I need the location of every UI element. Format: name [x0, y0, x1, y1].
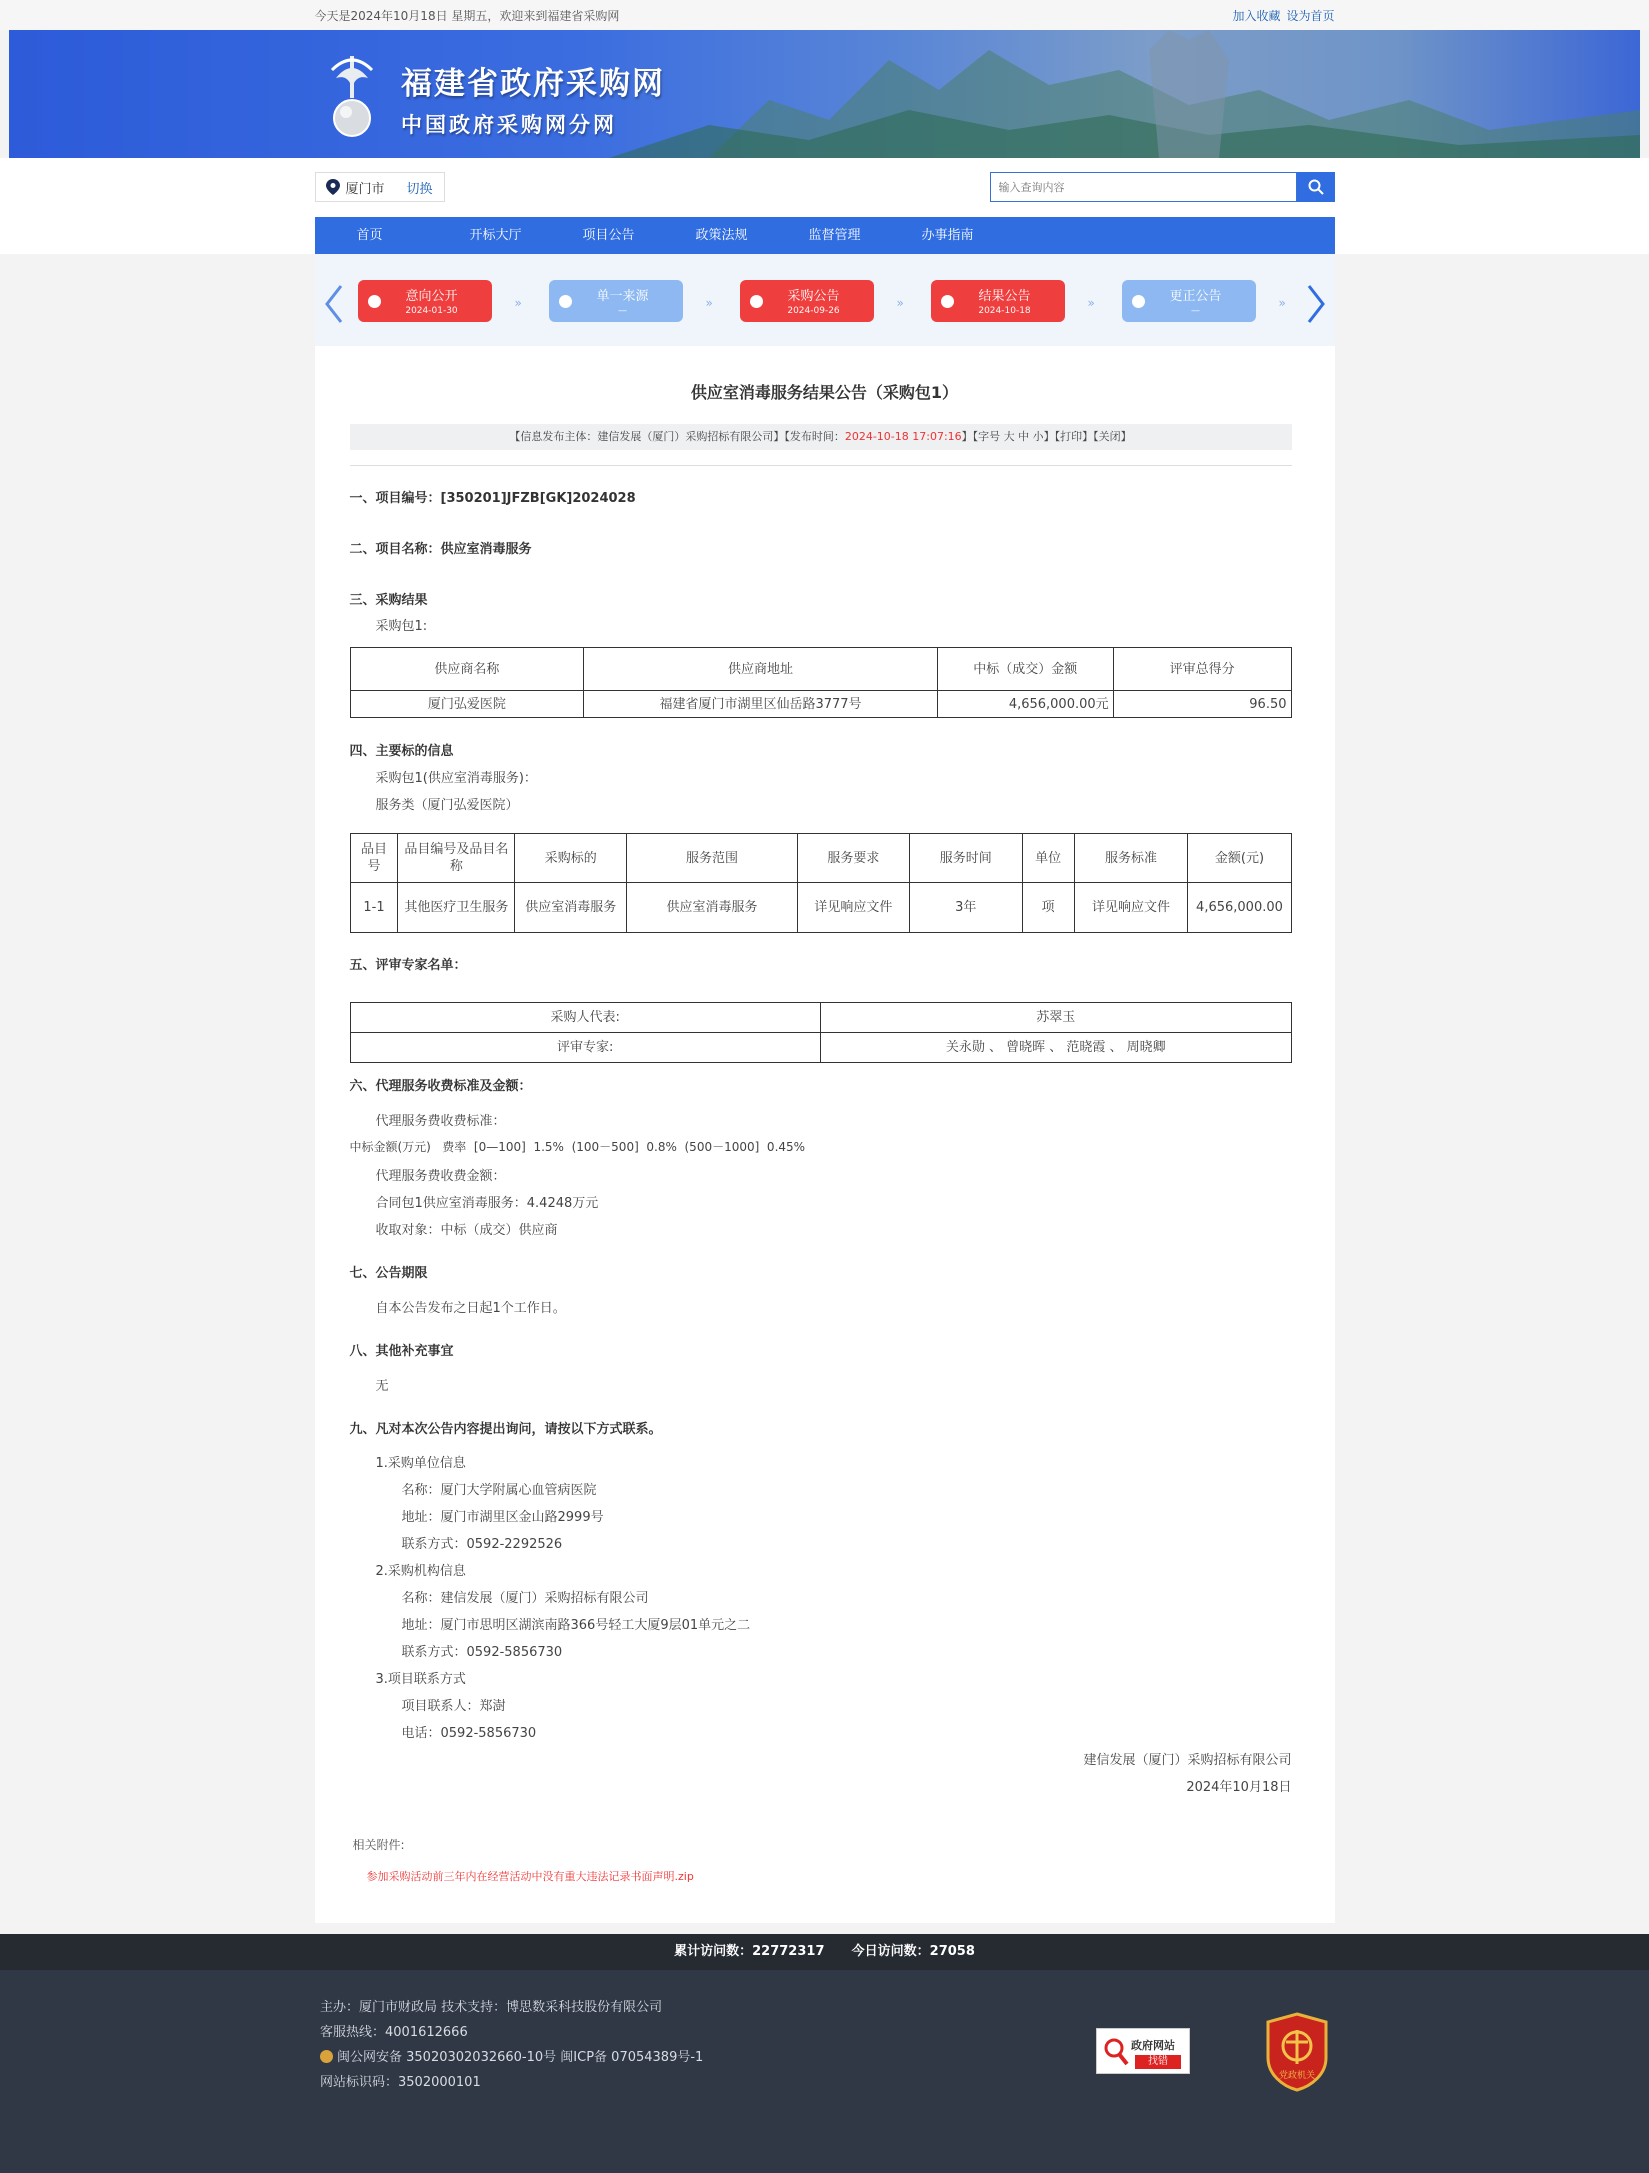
badge2-text: 党政机关: [1278, 2071, 1316, 2081]
table-cell: 4,656,000.00: [1188, 883, 1291, 933]
table-cell: 供应室消毒服务: [515, 883, 627, 933]
nav-item-announcements[interactable]: 项目公告: [582, 228, 635, 243]
footer-site-code: 网站标识码：3502000101: [320, 2075, 481, 2090]
flow-step-date: 2024-01-30: [405, 306, 458, 316]
contact-buyer-name: 名称：厦门大学附属心血管病医院: [401, 1483, 597, 1498]
city-switch-link[interactable]: 切换: [406, 181, 433, 197]
contact-agency-phone: 联系方式：0592-5856730: [401, 1645, 563, 1660]
flow-step-correction[interactable]: [1122, 280, 1256, 322]
section-agency-fee: 六、代理服务收费标准及金额：: [349, 1079, 532, 1094]
table-cell: 1-1: [350, 883, 398, 933]
flow-step-date: 2024-09-26: [787, 306, 840, 316]
nav-item-home[interactable]: 首页: [356, 228, 383, 243]
contact-project-person: 项目联系人：郑澍: [401, 1699, 506, 1714]
contact-buyer-heading: 1.采购单位信息: [375, 1456, 466, 1471]
subject-table: [350, 833, 1292, 933]
flow-step-name: 结果公告: [978, 289, 1031, 304]
top-bar: [0, 0, 1649, 30]
site-logo-icon: [326, 48, 378, 138]
table-cell: 其他医疗卫生服务: [398, 883, 515, 933]
flow-step-name: 采购公告: [787, 289, 840, 304]
section-other: 八、其他补充事宜: [349, 1344, 454, 1359]
divider: [350, 465, 1292, 466]
search-icon: [1308, 179, 1324, 195]
nav-item-bid-hall[interactable]: 开标大厅: [469, 228, 522, 243]
welcome-text: 今天是2024年10月18日 星期五，欢迎来到福建省采购网: [314, 8, 620, 23]
fee-payer: 收取对象：中标（成交）供应商: [375, 1223, 558, 1238]
contact-agency-heading: 2.采购机构信息: [375, 1564, 466, 1579]
subject-category: 服务类（厦门弘爱医院）: [375, 798, 519, 813]
top-links: [1226, 7, 1334, 24]
footer-host: 主办：厦门市财政局 技术支持：博思数采科技股份有限公司: [320, 2000, 663, 2015]
flow-step-name: 单一来源: [596, 289, 649, 304]
fee-standard-label: 代理服务费收费标准：: [375, 1114, 506, 1129]
badge-button: 找错: [1135, 2055, 1181, 2069]
article: [315, 346, 1335, 1923]
package-label: 采购包1:: [375, 619, 428, 634]
fee-amount: 合同包1供应室消毒服务：4.4248万元: [375, 1196, 599, 1211]
set-home-link[interactable]: 设为首页: [1286, 8, 1335, 23]
table-row: [350, 1033, 1291, 1063]
table-header: 金额(元): [1188, 834, 1291, 883]
section-subject-info: 四、主要标的信息: [349, 744, 454, 759]
nav-item-policies[interactable]: 政策法规: [695, 228, 748, 243]
flow-step-date: 2024-10-18: [978, 306, 1031, 316]
table-cell: 详见响应文件: [1074, 883, 1188, 933]
attachment-link[interactable]: 参加采购活动前三年内在经营活动中没有重大违法记录书面声明.zip: [366, 1870, 694, 1883]
process-flow: [315, 254, 1335, 346]
signature-org: 建信发展（厦门）采购招标有限公司: [1083, 1753, 1292, 1768]
fee-amount-label: 代理服务费收费金额：: [375, 1169, 506, 1184]
double-chevron-icon: »: [514, 296, 522, 310]
other-text: 无: [375, 1379, 389, 1394]
section-project-number: 一、项目编号：[350201]JFZB[GK]2024028: [349, 491, 636, 506]
table-cell: 96.50: [1113, 691, 1291, 718]
section-experts: 五、评审专家名单：: [349, 958, 467, 973]
table-cell: 采购人代表:: [350, 1003, 821, 1033]
table-row: [350, 691, 1291, 718]
search-box: [990, 172, 1335, 202]
location-pin-icon: [326, 179, 340, 195]
table-header: 服务标准: [1074, 834, 1188, 883]
footer: [0, 1970, 1649, 2173]
table-header: 供应商名称: [350, 648, 584, 691]
flow-step-name: 更正公告: [1169, 289, 1222, 304]
flow-step-single-source[interactable]: [549, 280, 683, 322]
footer-info: [320, 1995, 703, 2095]
double-chevron-icon: »: [1087, 296, 1095, 310]
footer-hotline: 客服热线：4001612666: [320, 2025, 468, 2040]
signature-date: 2024年10月18日: [1186, 1780, 1292, 1795]
table-row: [350, 1003, 1291, 1033]
table-cell: 关永勋 、 曾晓晖 、 范晓霞 、 周晓卿: [821, 1033, 1292, 1063]
banner-title: 福建省政府采购网: [401, 66, 665, 102]
table-cell: 福建省厦门市湖里区仙岳路3777号: [584, 691, 938, 718]
subject-package: 采购包1(供应室消毒服务)：: [375, 771, 537, 786]
double-chevron-icon: »: [896, 296, 904, 310]
visit-stats: 累计访问数：22772317 今日访问数：27058: [0, 1934, 1649, 1970]
magnifier-icon: [1103, 2037, 1129, 2067]
contact-agency-name: 名称：建信发展（厦门）采购招标有限公司: [401, 1591, 649, 1606]
flow-prev-icon[interactable]: [323, 284, 347, 324]
contact-buyer-phone: 联系方式：0592-2292526: [401, 1537, 563, 1552]
table-header: 供应商地址: [584, 648, 938, 691]
table-header: 评审总得分: [1113, 648, 1291, 691]
table-header: 单位: [1022, 834, 1074, 883]
table-header: 服务要求: [797, 834, 909, 883]
double-chevron-icon: »: [1278, 296, 1286, 310]
table-header: 采购标的: [515, 834, 627, 883]
table-cell: 苏翠玉: [821, 1003, 1292, 1033]
add-favorite-link[interactable]: 加入收藏: [1232, 8, 1281, 23]
section-period: 七、公告期限: [349, 1266, 428, 1281]
table-row: [350, 883, 1291, 933]
experts-table: [350, 1002, 1292, 1063]
flow-step-result[interactable]: [931, 280, 1065, 322]
search-input[interactable]: [990, 172, 1297, 202]
site-banner: [9, 30, 1640, 158]
table-header: 服务范围: [627, 834, 798, 883]
police-badge-icon: [320, 2050, 333, 2063]
flow-step-name: 意向公开: [405, 289, 458, 304]
table-cell: 评审专家:: [350, 1033, 821, 1063]
section-results: 三、采购结果: [349, 593, 428, 608]
section-project-name: 二、项目名称：供应室消毒服务: [349, 542, 532, 557]
city-selector: [315, 172, 445, 202]
contact-agency-address: 地址：厦门市思明区湖滨南路366号轻工大厦9层01单元之二: [401, 1618, 751, 1633]
mountain-background: [9, 30, 1640, 158]
flow-step-tender[interactable]: [740, 280, 874, 322]
flow-step-date: —: [1191, 306, 1200, 316]
gov-site-error-badge[interactable]: [1096, 2028, 1190, 2074]
footer-icp-text[interactable]: 闽公网安备 35020302032660-10号 闽ICP备 07054389号-1: [337, 2050, 704, 2065]
banner-subtitle: 中国政府采购网分网: [401, 113, 617, 137]
table-cell: 3年: [909, 883, 1022, 933]
meta-time: 2024-10-18 17:07:16: [844, 430, 962, 443]
nav-item-supervision[interactable]: 监督管理: [808, 228, 861, 243]
table-cell: 供应室消毒服务: [627, 883, 798, 933]
flow-step-intent[interactable]: [358, 280, 492, 322]
period-text: 自本公告发布之日起1个工作日。: [375, 1301, 566, 1316]
section-contact: 九、凡对本次公告内容提出询问，请按以下方式联系。: [349, 1422, 662, 1437]
nav-item-guide[interactable]: 办事指南: [921, 228, 974, 243]
flow-step-date: —: [618, 306, 627, 316]
table-cell: 厦门弘爱医院: [350, 691, 584, 718]
flow-next-icon[interactable]: [1303, 284, 1327, 324]
table-cell: 项: [1022, 883, 1074, 933]
table-header: 品目编号及品目名称: [398, 834, 515, 883]
article-title: 供应室消毒服务结果公告（采购包1）: [690, 383, 959, 402]
fee-rates: 中标金额(万元) 费率 [0—100] 1.5% (100－500] 0.8% (500－1000] 0.45%: [349, 1140, 806, 1154]
table-cell: 详见响应文件: [797, 883, 909, 933]
footer-icp: [320, 2045, 703, 2070]
table-header: 服务时间: [909, 834, 1022, 883]
contact-buyer-address: 地址：厦门市湖里区金山路2999号: [401, 1510, 604, 1525]
meta-publisher: 【信息发布主体：建信发展（厦门）采购招标有限公司】【发布时间：: [509, 430, 845, 443]
badge-title: 政府网站: [1131, 2039, 1175, 2052]
search-button[interactable]: [1297, 172, 1335, 202]
city-name: 厦门市: [345, 181, 385, 197]
attachment-label: 相关附件:: [352, 1838, 405, 1852]
contact-project-heading: 3.项目联系方式: [375, 1672, 466, 1687]
table-header: 中标（成交）金额: [937, 648, 1113, 691]
party-gov-org-badge-icon[interactable]: [1264, 2012, 1330, 2092]
contact-project-phone: 电话：0592-5856730: [401, 1726, 537, 1741]
double-chevron-icon: »: [705, 296, 713, 310]
main-nav: [315, 217, 1335, 254]
table-cell: 4,656,000.00元: [937, 691, 1113, 718]
result-table: [350, 647, 1292, 718]
header-row: [0, 158, 1649, 254]
table-header: 品目号: [350, 834, 398, 883]
meta-tools[interactable]: 】【字号 大 中 小】【打印】【关闭】: [961, 430, 1132, 443]
article-meta: [350, 424, 1292, 450]
